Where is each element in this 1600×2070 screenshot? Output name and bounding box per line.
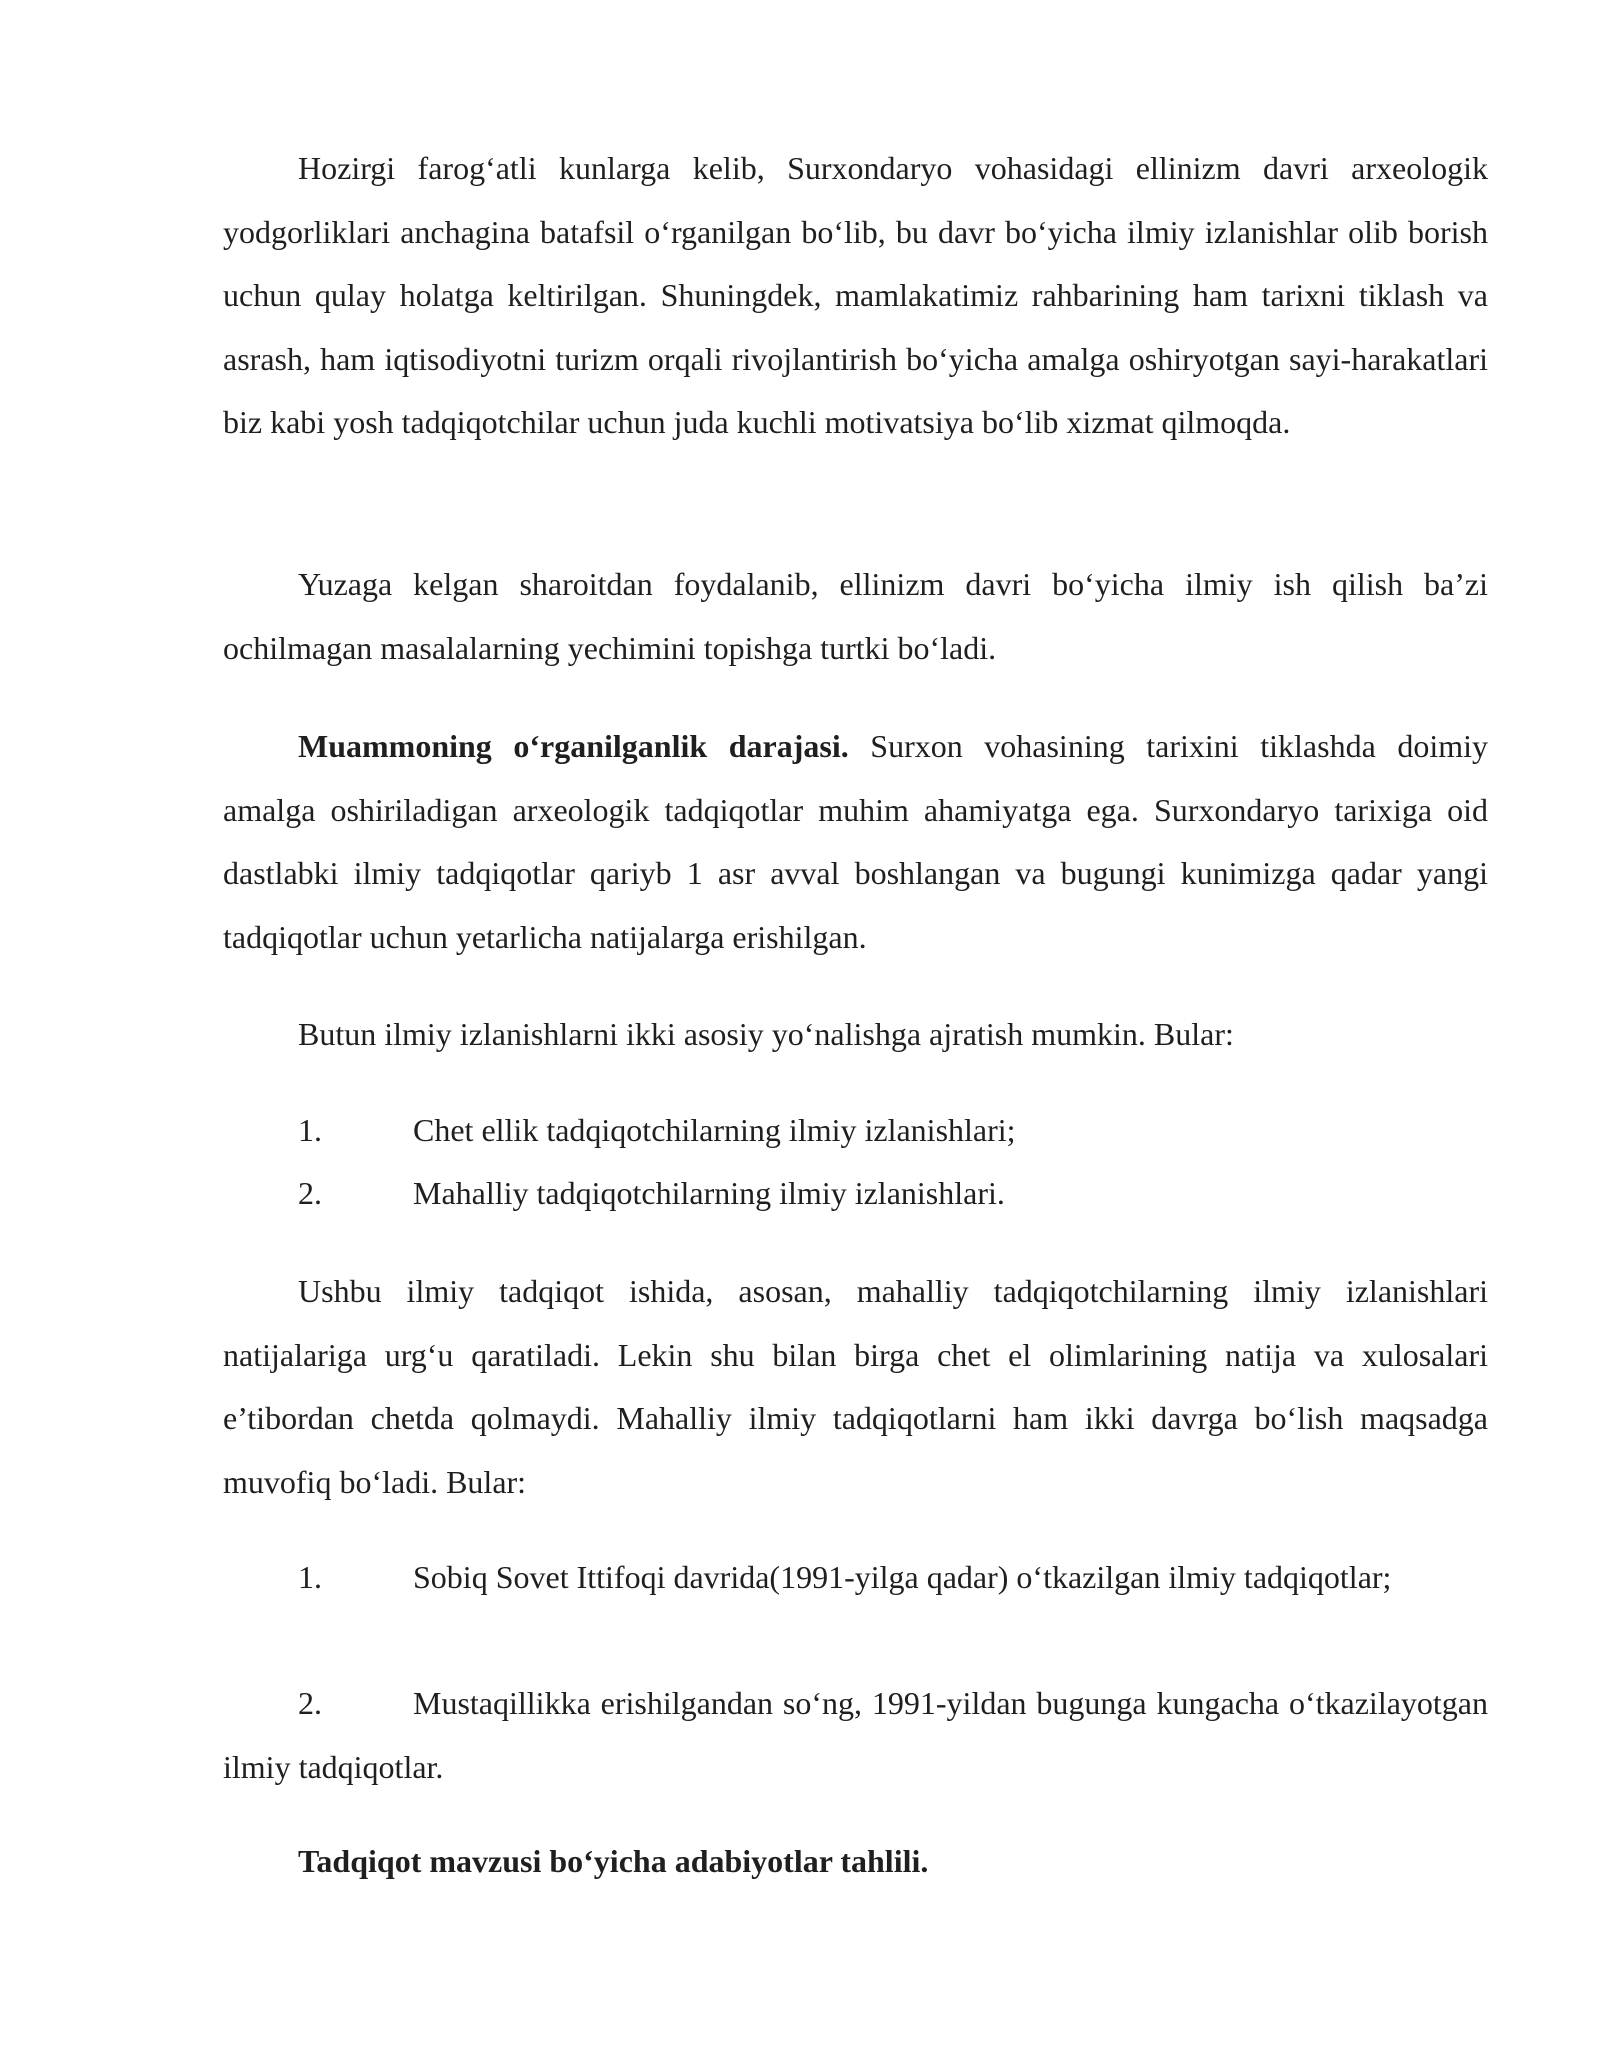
list-number: 2.	[298, 1175, 322, 1211]
paragraph-ellinizm-intro: Hozirgi farog‘atli kunlarga kelib, Surxondaryo vohasidagi ellinizm davri arxeologik yodgorliklari anchagina batafsil o‘rganilgan bo‘lib, bu davr bo‘yicha ilmiy izlanishlar olib borish uchun qulay holatga keltirilgan. Shuningdek, mamlakatimiz rahbarining ham tarixni tiklash va asrash, ham iqtisodiyotni turizm orqali rivojlantirish bo‘yicha amalga oshiryotgan sayi-harakatlari biz kabi yosh tadqiqotchilar uchun juda kuchli motivatsiya bo‘lib xizmat qilmoqda.	[223, 150, 1488, 440]
list-item-text: Sobiq Sovet Ittifoqi davrida(1991-yilga qadar) o‘tkazilgan ilmiy tadqiqotlar;	[413, 1559, 1392, 1595]
paragraph-directions-intro: Butun ilmiy izlanishlarni ikki asosiy yo‘nalishga ajratish mumkin. Bular:	[298, 1016, 1234, 1052]
list-number: 1.	[298, 1559, 322, 1595]
list-item-text: Chet ellik tadqiqotchilarning ilmiy izlanishlari;	[413, 1112, 1016, 1148]
section-heading-problem: Muammoning o‘rganilganlik darajasi.	[298, 728, 849, 764]
list-number: 2.	[298, 1685, 322, 1721]
paragraph-local-research: Ushbu ilmiy tadqiqot ishida, asosan, mahalliy tadqiqotchilarning ilmiy izlanishlari natijalariga urg‘u qaratiladi. Lekin shu bilan birga chet el olimlarining natija va xulosalari e’tibordan chetda qolmaydi. Mahalliy ilmiy tadqiqotlarni ham ikki davrga bo‘lish maqsadga muvofiq bo‘ladi. Bular:	[223, 1273, 1488, 1500]
section-text-problem: Surxon vohasining tarixini tiklashda doimiy amalga oshiriladigan arxeologik tadqiqotlar muhim ahamiyatga ega. Surxondaryo tarixiga oid dastlabki ilmiy tadqiqotlar qariyb 1 asr avval boshlangan va bugungi kunimizga qadar yangi tadqiqotlar uchun yetarlicha natijalarga erishilgan.	[223, 728, 1489, 955]
list-item-direction-1	[223, 1099, 1488, 1163]
paragraph-conditions: Yuzaga kelgan sharoitdan foydalanib, ellinizm davri bo‘yicha ilmiy ish qilish ba’zi ochilmagan masalalarning yechimini topishga turtki bo‘ladi.	[223, 566, 1488, 666]
list-item-text: Mahalliy tadqiqotchilarning ilmiy izlanishlari.	[413, 1175, 1005, 1211]
list-item-text: Mustaqillikka erishilgandan so‘ng, 1991-yildan bugunga kungacha o‘tkazilayotgan ilmiy tadqiqotlar.	[223, 1685, 1488, 1785]
list-number: 1.	[298, 1112, 322, 1148]
list-item-period-2	[223, 1672, 1488, 1799]
paragraph-problem-section	[223, 715, 1488, 969]
list-item-direction-2	[223, 1162, 1488, 1226]
list-item-period-1	[223, 1546, 1488, 1610]
section-heading-literature: Tadqiqot mavzusi bo‘yicha adabiyotlar tahlili.	[298, 1843, 929, 1879]
